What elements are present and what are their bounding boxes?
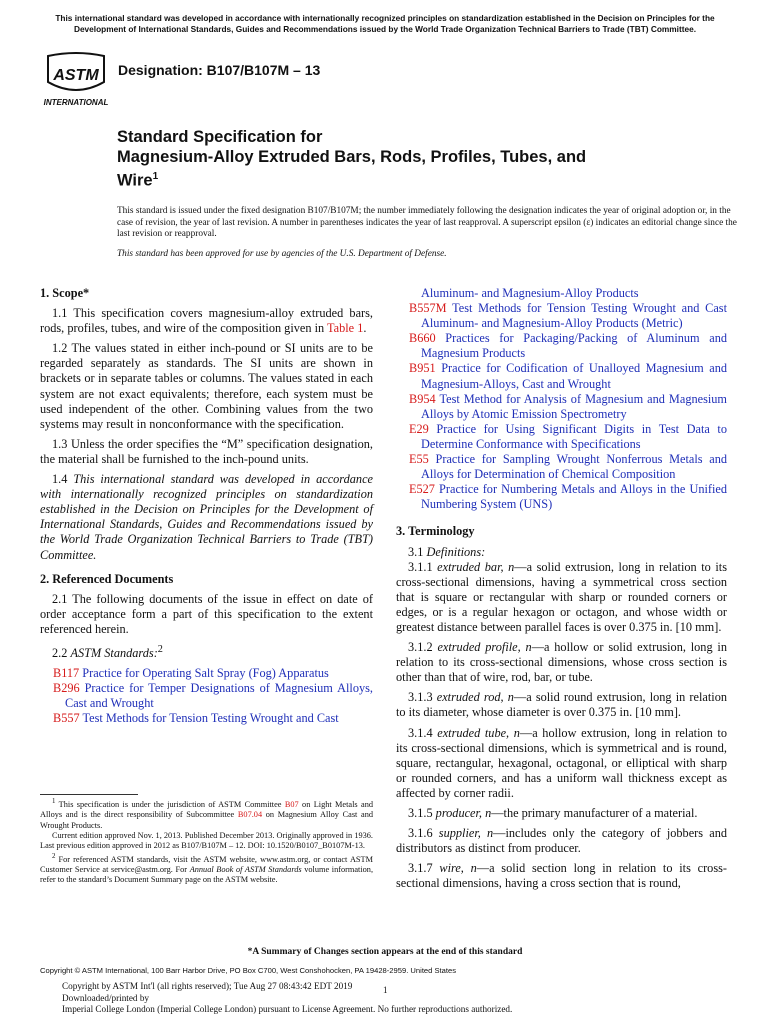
definition-3.1.6: 3.1.6 supplier, n—includes only the category of jobbers and distributors as distinct from producer.	[396, 826, 727, 856]
license-line-2: Downloaded/printed by	[62, 992, 150, 1003]
left-column	[40, 286, 373, 727]
logo-text: ASTM	[53, 67, 99, 84]
summary-of-changes-note: *A Summary of Changes section appears at the end of this standard	[247, 947, 523, 957]
reference-item[interactable]: B557M Test Methods for Tension Testing Wrought and Cast Aluminum- and Magnesium-Alloy Products (Metric)	[409, 301, 727, 331]
definition-3.1.7: 3.1.7 wire, n—a solid section long in relation to its cross-sectional dimensions, having a cross section that is round,	[396, 861, 727, 891]
reference-item[interactable]: B954 Test Method for Analysis of Magnesium and Magnesium Alloys by Atomic Emission Spectrometry	[409, 391, 727, 421]
title-footnote-marker[interactable]: 1	[152, 171, 159, 182]
definitions-label: 3.1 Definitions:	[408, 544, 486, 559]
definition-3.1.4: 3.1.4 extruded tube, n—a hollow extrusion, long in relation to its cross-sectional dimensions, which is symmetrical and is round, square, rectangular, hexagonal, octagonal, or elliptical with sharp or rounded corners, and has a uniform wall thickness except as affected by corner radii.	[396, 725, 728, 800]
issued-note: This standard is issued under the fixed designation B107/B107M; the number immediately following the designation indicates the year of original adoption or, in the case of revision, the year of last revision. A number in parentheses indicates the year of last reapproval. A superscript epsilon (ε) indicates an editorial change since the last revision or reapproval.	[117, 206, 737, 240]
title-word-wire: Wire	[117, 171, 153, 190]
footnote-2-marker[interactable]: 2	[157, 643, 163, 655]
approved-note: This standard has been approved for use by agencies of the U.S. Department of Defense.	[117, 249, 447, 259]
astm-standards-label: 2.2 ASTM Standards:$^2$	[52, 643, 163, 661]
scope-para-1.3: 1.3 Unless the order specifies the “M” specification designation, the material shall be furnished to the inch-pound units.	[40, 436, 373, 466]
footnote-1: $^1$ This specification is under the jurisdiction of ASTM Committee B07 on Light Metals and Alloys and is the direct responsibility of Subcommittee B07.04 on Magnesium Alloy Cast and Wrought Products.	[40, 798, 373, 830]
footnote-divider	[40, 794, 138, 795]
reference-continuation[interactable]: Aluminum- and Magnesium-Alloy Products	[421, 286, 639, 300]
license-line-1: Copyright by ASTM Int'l (all rights reserved); Tue Aug 27 08:43:42 EDT 2019	[62, 981, 353, 991]
designation: Designation: B107/B107M – 13	[118, 62, 321, 78]
title-line-1: Standard Specification for	[117, 128, 323, 146]
committee-b07-link[interactable]: B07	[284, 799, 299, 809]
reference-item[interactable]: E55 Practice for Sampling Wrought Nonferrous Metals and Alloys for Determination of Chemical Composition	[409, 452, 727, 482]
footnote-2: $^2$ For referenced ASTM standards, visit the ASTM website, www.astm.org, or contact ASTM Customer Service at service@astm.org. For Annual Book of ASTM Standards volume information, refer to the standard’s Document Summary page on the ASTM website.	[40, 852, 374, 885]
tbt-notice: This international standard was developed in accordance with internationally recognized principles on standardization established in the Decision on Principles for the Development of International Standards, Guides and Recommendations issued by the World Trade Organization Technical Barriers to Trade (TBT) Committee.	[55, 13, 715, 34]
referenced-documents-heading: 2. Referenced Documents	[40, 571, 174, 586]
terminology-heading: 3. Terminology	[396, 524, 475, 539]
definition-3.1.1: 3.1.1 extruded bar, n—a solid extrusion, long in relation to its cross-sectional dimensions, having a symmetrical cross section that is square or rectangular with sharp or rounded corners or edges, or is a regular hexagon or octagon, and whose width or greatest distance between parallel faces is over 0.375 in. [10 mm].	[396, 559, 727, 634]
scope-heading: 1. Scope*	[40, 286, 90, 300]
definition-3.1.3: 3.1.3 extruded rod, n—a solid round extrusion, long in relation to its diameter, whose diameter is over 0.375 in. [10 mm].	[396, 690, 727, 720]
reference-item[interactable]: E29 Practice for Using Significant Digits in Test Data to Determine Conformance with Specifications	[409, 421, 727, 451]
referenced-para-2.1: 2.1 The following documents of the issue in effect on date of order acceptance form a part of this specification to the extent referenced herein.	[40, 591, 373, 636]
license-line-3: Imperial College London (Imperial College London) pursuant to License Agreement. No further reproductions authorized.	[62, 1004, 513, 1015]
title-line-3	[117, 167, 677, 191]
scope-para-1.4: 1.4 This international standard was developed in accordance with internationally recognized principles on standardization established in the Decision on Principles for the Development of International Standards, Guides and Recommendations issued by the World Trade Organization Technical Barriers to Trade (TBT) Committee.	[40, 472, 373, 562]
footnote-1-edition: Current edition approved Nov. 1, 2013. Published December 2013. Originally approved in 1936. Last previous edition approved in 2012 as B107/B107M – 12. DOI: 10.1520/B0107_B0107M-13.	[40, 830, 373, 851]
right-column	[396, 286, 727, 896]
scope-para-1.2: 1.2 The values stated in either inch-pound or SI units are to be regarded separately as standards. The SI units are shown in brackets or in separate tables or columns. The values stated in each system are not exact equivalents; therefore, each system must be used independent of the other. Combining values from the two systems may result in nonconformance with the specification.	[40, 341, 373, 431]
document-title	[117, 127, 677, 191]
copyright-line: Copyright © ASTM International, 100 Barr Harbor Drive, PO Box C700, West Conshohocken, PA 19428-2959. United States	[40, 966, 457, 975]
scope-para-1.1: 1.1 This specification covers magnesium-alloy extruded bars, rods, profiles, tubes, and wire of the composition given in Table 1.	[40, 306, 373, 336]
title-line-2: Magnesium-Alloy Extruded Bars, Rods, Profiles, Tubes, and	[117, 148, 587, 166]
reference-item[interactable]: E527 Practice for Numbering Metals and Alloys in the Unified Numbering System (UNS)	[409, 482, 728, 512]
license-block	[62, 981, 512, 1016]
definition-3.1.5: 3.1.5 producer, n—the primary manufacturer of a material.	[408, 806, 698, 820]
page-number: 1	[383, 985, 388, 995]
reference-item[interactable]: B117 Practice for Operating Salt Spray (Fog) Apparatus	[53, 666, 329, 681]
astm-logo	[40, 52, 112, 108]
definition-3.1.2: 3.1.2 extruded profile, n—a hollow or solid extrusion, long in relation to its cross-sectional dimensions, whose cross section is other than that of wire, rod, bar, or tube.	[396, 640, 728, 685]
subcommittee-b07.04-link[interactable]: B07.04	[237, 810, 263, 820]
reference-item[interactable]: B557 Test Methods for Tension Testing Wrought and Cast	[53, 711, 339, 726]
footnotes	[40, 797, 373, 886]
table-1-link[interactable]: Table 1	[327, 321, 364, 336]
reference-item[interactable]: B296 Practice for Temper Designations of Magnesium Alloys, Cast and Wrought	[53, 681, 373, 711]
reference-item[interactable]: B951 Practice for Codification of Unalloyed Magnesium and Magnesium-Alloys, Cast and Wrought	[409, 361, 728, 391]
reference-item[interactable]: B660 Practices for Packaging/Packing of Aluminum and Magnesium Products	[409, 331, 727, 361]
logo-subtext: INTERNATIONAL	[43, 98, 109, 107]
